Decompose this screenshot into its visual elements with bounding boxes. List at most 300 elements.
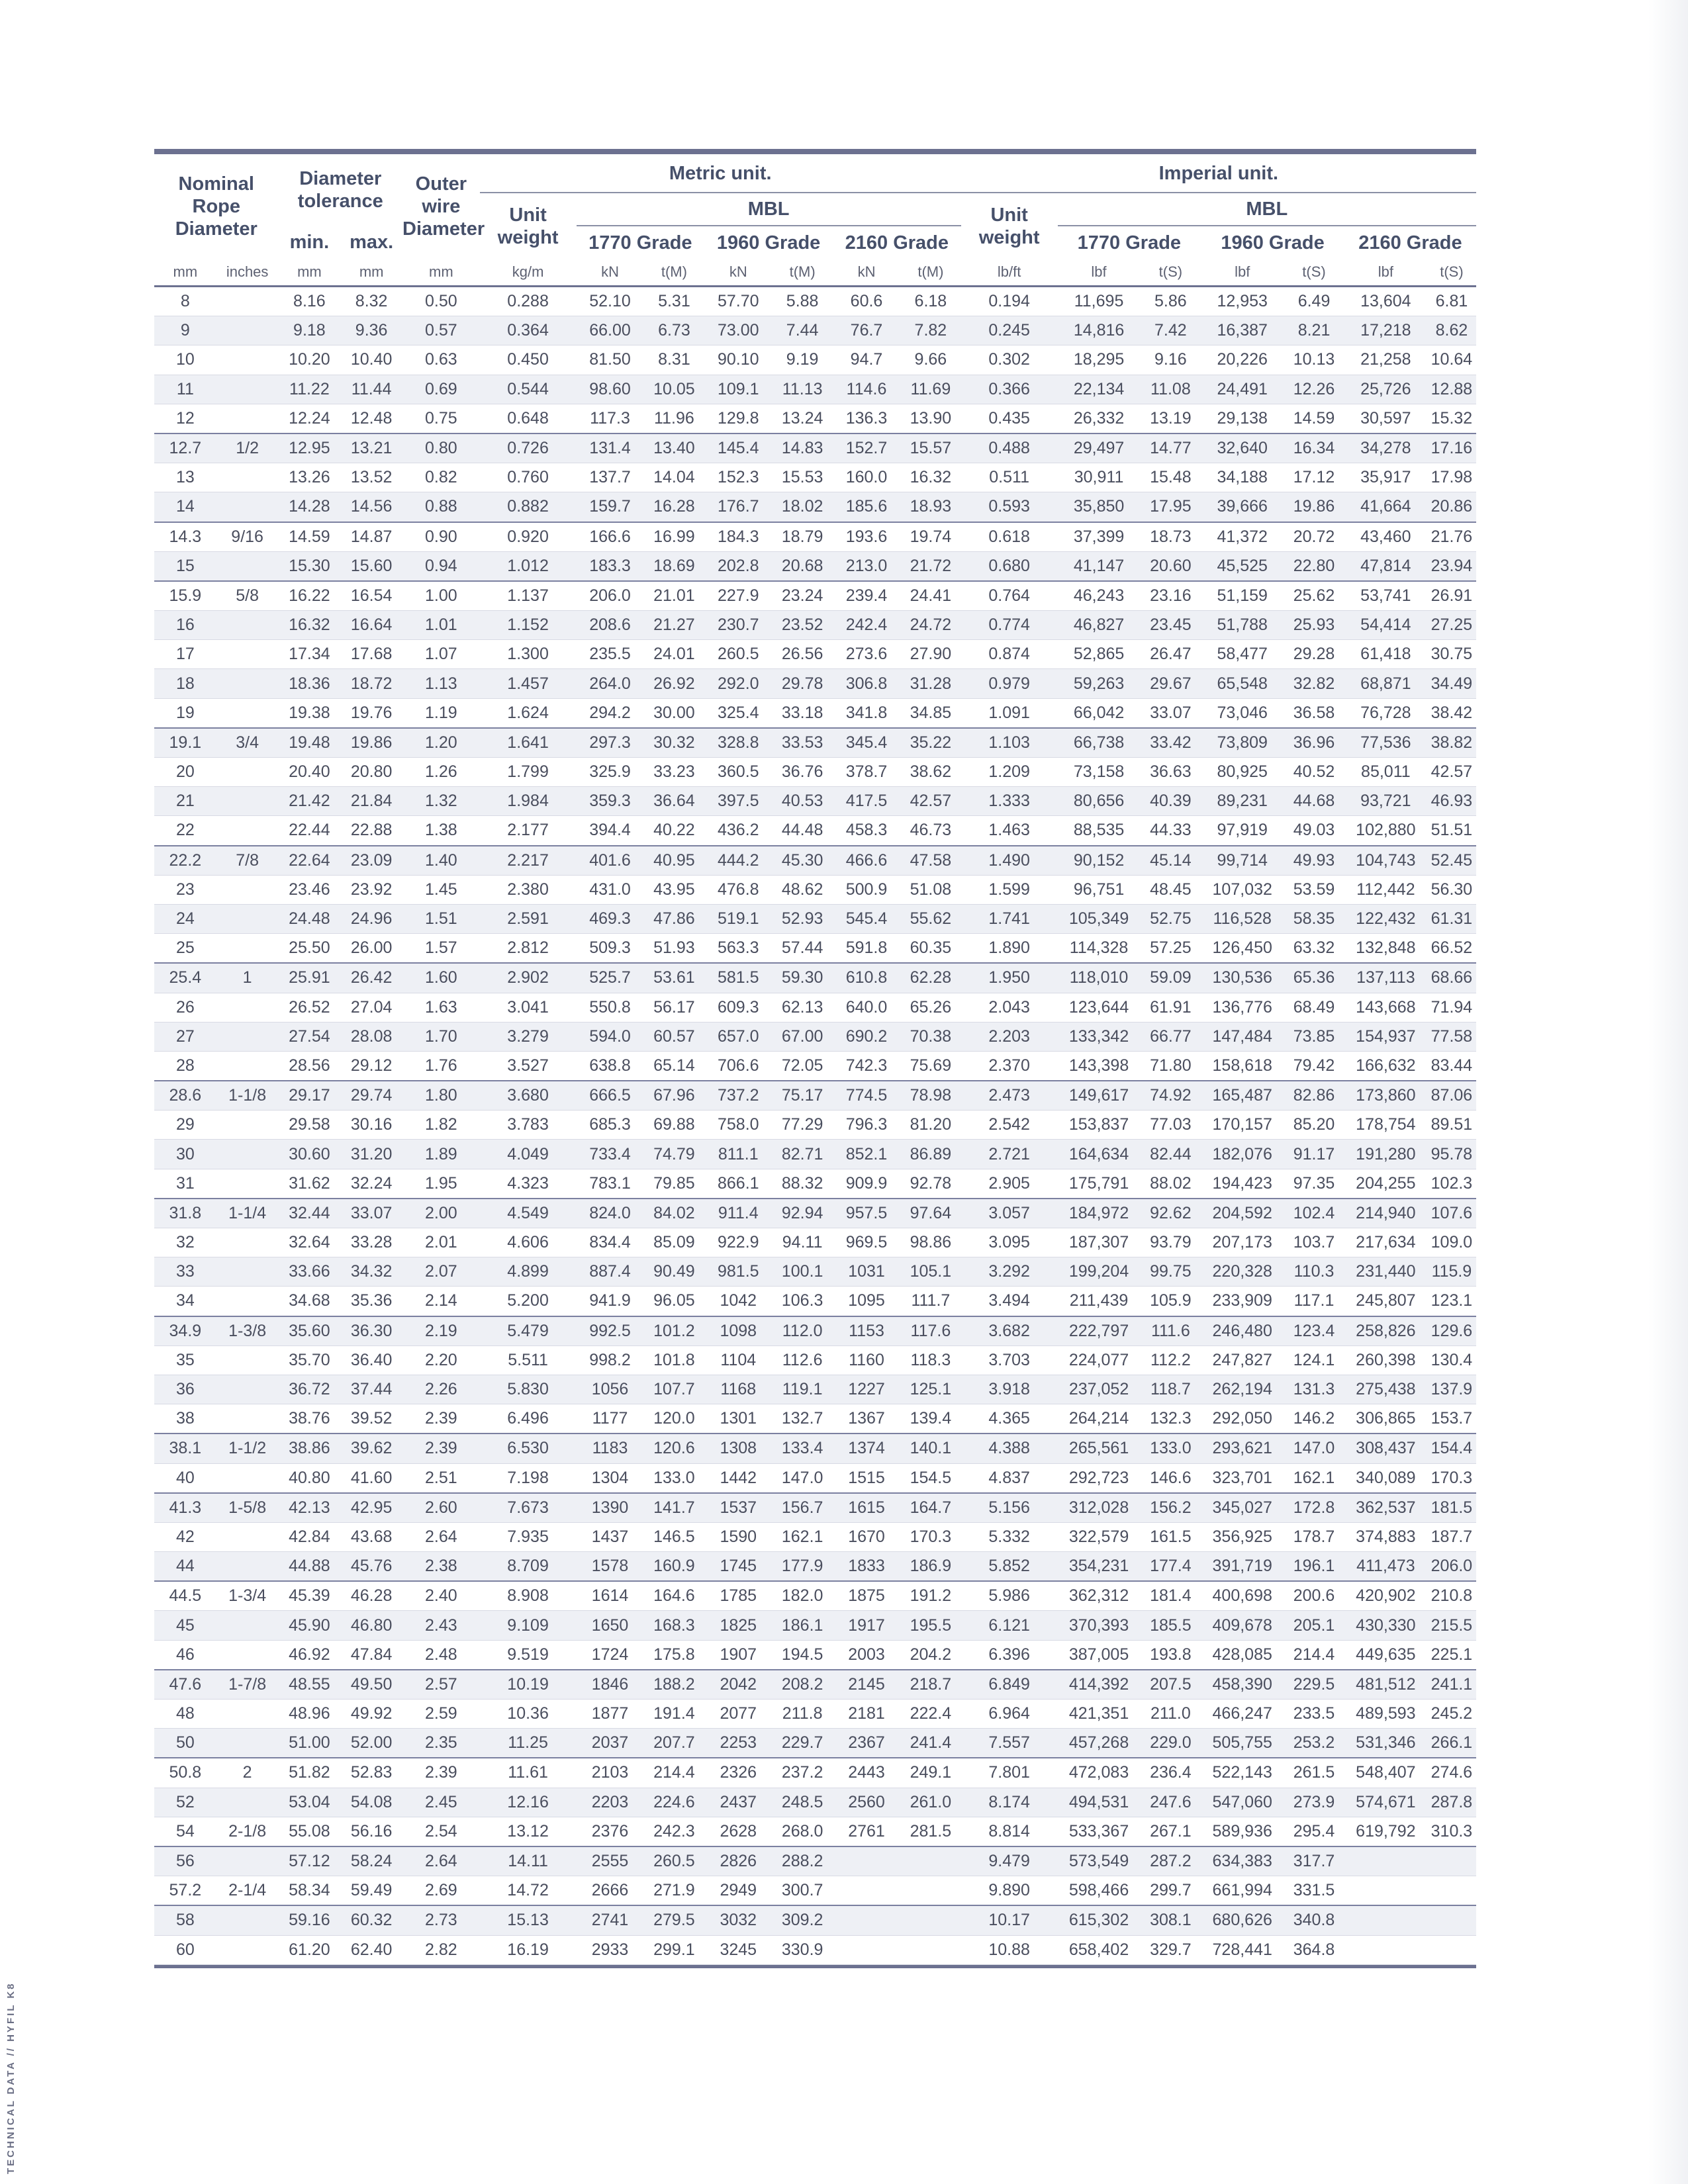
side-caption: TECHNICAL DATA // HYFIL K8 [5,1981,17,2174]
table-cell: 2.64 [402,1522,480,1551]
table-cell: 340,089 [1344,1463,1427,1493]
table-cell: 248.5 [772,1788,833,1817]
table-cell: 2077 [704,1700,772,1729]
table-cell: 89.51 [1427,1111,1476,1140]
table-cell: 131.4 [577,433,644,463]
table-cell: 23.24 [772,581,833,611]
table-cell: 10.13 [1284,345,1344,375]
table-cell: 133,342 [1058,1022,1141,1051]
table-cell: 8.174 [961,1788,1058,1817]
table-cell: 2628 [704,1817,772,1846]
table-cell: 48.45 [1141,875,1201,904]
table-cell: 170,157 [1201,1111,1284,1140]
table-cell: 125.1 [900,1375,961,1404]
table-cell: 0.618 [961,522,1058,552]
table-cell: 2.217 [480,846,577,876]
table-cell: 17,218 [1344,316,1427,345]
unit-label: t(M) [644,259,705,287]
table-cell [216,1788,279,1817]
table-cell: 14.3 [154,522,216,552]
table-cell: 2-1/8 [216,1817,279,1846]
table-cell: 19.74 [900,522,961,552]
table-cell: 81.20 [900,1111,961,1140]
table-cell: 1.89 [402,1140,480,1169]
table-cell: 90.10 [704,345,772,375]
table-cell: 6.496 [480,1404,577,1434]
table-cell: 120.0 [644,1404,705,1434]
table-cell: 191.4 [644,1700,705,1729]
table-cell: 0.648 [480,404,577,433]
table-cell: 132.3 [1141,1404,1201,1434]
table-cell: 17.95 [1141,492,1201,522]
table-cell: 2.14 [402,1287,480,1316]
table-cell: 7.198 [480,1463,577,1493]
table-cell: 193.8 [1141,1640,1201,1670]
table-cell [216,698,279,728]
unit-label: lbf [1201,259,1284,287]
table-cell: 65,548 [1201,669,1284,698]
table-cell: 30.32 [644,728,705,758]
table-cell: 533,367 [1058,1817,1141,1846]
table-cell: 46 [154,1640,216,1670]
table-cell: 15.60 [340,551,402,581]
table-cell: 20 [154,758,216,787]
table-cell: 165,487 [1201,1081,1284,1111]
table-row [154,875,1476,904]
table-cell: 31.28 [900,669,961,698]
table-cell: 87.06 [1427,1081,1476,1111]
table-cell: 29.58 [279,1111,341,1140]
table-cell: 70.38 [900,1022,961,1051]
table-cell: 309.2 [772,1905,833,1935]
units-row [154,259,1476,287]
table-cell: 922.9 [704,1228,772,1257]
table-cell: 1098 [704,1316,772,1346]
table-cell: 85,011 [1344,758,1427,787]
table-cell: 1833 [833,1552,900,1582]
table-cell: 9.890 [961,1876,1058,1906]
table-cell [216,316,279,345]
header-metric-mbl: MBL [577,193,961,226]
table-cell: 206.0 [577,581,644,611]
table-cell: 3.918 [961,1375,1058,1404]
table-cell: 24.48 [279,904,341,933]
table-cell: 30,597 [1344,404,1427,433]
table-row [154,1287,1476,1316]
table-cell: 1160 [833,1345,900,1375]
header-nominal-diameter: Nominal Rope Diameter [175,173,258,240]
table-cell: 143,668 [1344,993,1427,1022]
table-cell: 40 [154,1463,216,1493]
table-cell: 6.73 [644,316,705,345]
table-cell: 2.905 [961,1169,1058,1199]
table-cell: 14.28 [279,492,341,522]
table-cell: 38.1 [154,1433,216,1463]
table-cell: 420,902 [1344,1581,1427,1611]
table-cell: 97.64 [900,1199,961,1228]
table-cell: 67.00 [772,1022,833,1051]
table-cell: 40.22 [644,816,705,846]
table-cell: 75.69 [900,1051,961,1081]
table-cell: 2.203 [961,1022,1058,1051]
table-cell: 74.79 [644,1140,705,1169]
table-cell: 247,827 [1201,1345,1284,1375]
table-cell: 391,719 [1201,1552,1284,1582]
table-cell: 1.012 [480,551,577,581]
table-cell: 1-1/2 [216,1433,279,1463]
table-cell: 2.902 [480,963,577,993]
table-cell: 409,678 [1201,1611,1284,1640]
unit-label: kN [577,259,644,287]
table-cell: 51.82 [279,1758,341,1788]
table-cell: 1-1/8 [216,1081,279,1111]
table-cell: 274.6 [1427,1758,1476,1788]
table-cell [216,1640,279,1670]
table-cell: 207.5 [1141,1670,1201,1700]
table-cell: 1515 [833,1463,900,1493]
table-cell: 3.292 [961,1257,1058,1287]
table-cell: 20.68 [772,551,833,581]
table-cell: 18.73 [1141,522,1201,552]
table-row [154,1404,1476,1434]
table-cell [216,1729,279,1758]
table-cell: 50 [154,1729,216,1758]
table-cell [1427,1905,1476,1935]
table-cell: 38.76 [279,1404,341,1434]
table-cell: 22.80 [1284,551,1344,581]
table-cell: 436.2 [704,816,772,846]
table-cell: 356,925 [1201,1522,1284,1551]
table-row [154,1022,1476,1051]
table-cell: 2.07 [402,1257,480,1287]
table-cell: 63.32 [1284,934,1344,964]
table-cell: 206.0 [1427,1552,1476,1582]
table-cell: 166.6 [577,522,644,552]
table-cell: 29 [154,1111,216,1140]
table-cell [216,1228,279,1257]
table-cell: 1.60 [402,963,480,993]
table-cell [216,551,279,581]
table-cell: 22.88 [340,816,402,846]
table-cell: 19.38 [279,698,341,728]
table-cell: 164,634 [1058,1140,1141,1169]
table-cell: 0.764 [961,581,1058,611]
table-cell: 8.908 [480,1581,577,1611]
table-cell: 230.7 [704,611,772,640]
table-cell: 364.8 [1284,1935,1344,1964]
table-cell: 0.774 [961,611,1058,640]
table-cell: 46.93 [1427,787,1476,816]
table-cell: 73.00 [704,316,772,345]
table-cell: 48.96 [279,1700,341,1729]
table-cell: 26.92 [644,669,705,698]
table-cell: 268.0 [772,1817,833,1846]
table-cell: 222.4 [900,1700,961,1729]
table-cell: 186.1 [772,1611,833,1640]
table-cell: 21.76 [1427,522,1476,552]
table-cell: 0.488 [961,433,1058,463]
table-cell: 1877 [577,1700,644,1729]
table-cell: 71.80 [1141,1051,1201,1081]
table-cell: 2.57 [402,1670,480,1700]
table-cell: 1/2 [216,433,279,463]
table-cell: 610.8 [833,963,900,993]
table-cell: 42.84 [279,1522,341,1551]
table-cell: 36.30 [340,1316,402,1346]
table-cell: 17.98 [1427,463,1476,492]
table-cell: 1.38 [402,816,480,846]
table-cell: 4.388 [961,1433,1058,1463]
table-cell [216,1700,279,1729]
table-cell: 18.72 [340,669,402,698]
table-cell: 15.53 [772,463,833,492]
table-row [154,522,1476,552]
table-cell: 35,850 [1058,492,1141,522]
table-cell: 38.82 [1427,728,1476,758]
table-cell: 32,640 [1201,433,1284,463]
table-cell: 466.6 [833,846,900,876]
table-cell: 214.4 [644,1758,705,1788]
table-cell: 109.0 [1427,1228,1476,1257]
table-cell: 306.8 [833,669,900,698]
table-cell: 46.28 [340,1581,402,1611]
table-cell: 525.7 [577,963,644,993]
table-cell: 52 [154,1788,216,1817]
table-cell: 185.5 [1141,1611,1201,1640]
table-cell: 609.3 [704,993,772,1022]
table-cell: 137.9 [1427,1375,1476,1404]
table-cell: 181.5 [1427,1493,1476,1523]
table-cell: 10.36 [480,1700,577,1729]
table-cell: 12.26 [1284,375,1344,404]
table-cell: 354,231 [1058,1552,1141,1582]
table-cell: 8.31 [644,345,705,375]
table-cell: 146.6 [1141,1463,1201,1493]
table-cell: 1.40 [402,846,480,876]
table-cell: 241.4 [900,1729,961,1758]
table-cell: 160.0 [833,463,900,492]
table-cell: 20.72 [1284,522,1344,552]
table-cell: 26.47 [1141,640,1201,669]
table-cell: 193.6 [833,522,900,552]
table-cell: 13,604 [1344,287,1427,316]
table-cell: 834.4 [577,1228,644,1257]
table-cell: 153.7 [1427,1404,1476,1434]
table-cell: 57.12 [279,1846,341,1876]
table-cell: 30.00 [644,698,705,728]
table-cell: 2443 [833,1758,900,1788]
table-cell: 156.2 [1141,1493,1201,1523]
table-cell: 28.56 [279,1051,341,1081]
table-cell: 6.530 [480,1433,577,1463]
table-cell [216,640,279,669]
table-cell: 122,432 [1344,904,1427,933]
table-cell: 1153 [833,1316,900,1346]
table-cell: 1.599 [961,875,1058,904]
table-cell [1344,1876,1427,1906]
table-cell: 1.209 [961,758,1058,787]
table-cell: 1-5/8 [216,1493,279,1523]
table-cell: 359.3 [577,787,644,816]
table-cell: 1.13 [402,669,480,698]
table-cell: 5.332 [961,1522,1058,1551]
table-cell: 49.50 [340,1670,402,1700]
table-cell: 23.09 [340,846,402,876]
table-cell: 457,268 [1058,1729,1141,1758]
table-cell: 331.5 [1284,1876,1344,1906]
table-cell: 101.2 [644,1316,705,1346]
table-cell: 2741 [577,1905,644,1935]
table-cell: 3.703 [961,1345,1058,1375]
table-cell: 273.9 [1284,1788,1344,1817]
table-cell: 208.2 [772,1670,833,1700]
table-cell [833,1935,900,1964]
table-cell: 42.57 [1427,758,1476,787]
table-cell: 9.109 [480,1611,577,1640]
table-row [154,1140,1476,1169]
table-cell: 322,579 [1058,1522,1141,1551]
table-cell: 0.593 [961,492,1058,522]
table-cell [216,1287,279,1316]
table-cell: 360.5 [704,758,772,787]
table-cell: 1390 [577,1493,644,1523]
table-cell: 15.9 [154,581,216,611]
table-cell: 24,491 [1201,375,1284,404]
table-row [154,1522,1476,1551]
table-cell: 1304 [577,1463,644,1493]
table-cell: 57.70 [704,287,772,316]
table-cell: 227.9 [704,581,772,611]
table-row [154,551,1476,581]
table-cell [1427,1846,1476,1876]
table-cell: 287.8 [1427,1788,1476,1817]
table-cell [900,1846,961,1876]
table-cell: 13.90 [900,404,961,433]
table-cell: 40.52 [1284,758,1344,787]
table-cell: 548,407 [1344,1758,1427,1788]
table-cell: 58.35 [1284,904,1344,933]
table-cell: 1578 [577,1552,644,1582]
table-cell: 16.22 [279,581,341,611]
table-cell: 1095 [833,1287,900,1316]
table-cell: 107.6 [1427,1199,1476,1228]
table-cell: 220,328 [1201,1257,1284,1287]
table-row [154,1345,1476,1375]
table-cell: 1.984 [480,787,577,816]
table-header [154,154,1476,287]
table-cell [216,1404,279,1434]
table-cell: 52.93 [772,904,833,933]
table-cell: 774.5 [833,1081,900,1111]
table-cell: 12.88 [1427,375,1476,404]
table-cell: 6.49 [1284,287,1344,316]
table-cell: 56.17 [644,993,705,1022]
table-cell: 378.7 [833,758,900,787]
table-row [154,1846,1476,1876]
table-cell: 191.2 [900,1581,961,1611]
table-row [154,1169,1476,1199]
table-cell: 11.44 [340,375,402,404]
table-cell: 1745 [704,1552,772,1582]
table-cell: 82.71 [772,1140,833,1169]
table-cell: 8.709 [480,1552,577,1582]
table-cell: 545.4 [833,904,900,933]
table-cell: 308,437 [1344,1433,1427,1463]
table-cell: 47.84 [340,1640,402,1670]
table-cell: 417.5 [833,787,900,816]
table-cell: 176.7 [704,492,772,522]
table-cell: 1650 [577,1611,644,1640]
unit-label: mm [154,259,216,287]
table-cell: 196.1 [1284,1552,1344,1582]
table-cell: 1227 [833,1375,900,1404]
table-cell: 2761 [833,1817,900,1846]
table-cell: 207,173 [1201,1228,1284,1257]
table-cell: 214.4 [1284,1640,1344,1670]
table-cell: 3032 [704,1905,772,1935]
table-cell: 288.2 [772,1846,833,1876]
table-cell: 52.00 [340,1729,402,1758]
table-cell: 0.50 [402,287,480,316]
table-cell: 1.82 [402,1111,480,1140]
table-cell: 15 [154,551,216,581]
table-cell: 14 [154,492,216,522]
table-cell: 177.9 [772,1552,833,1582]
rope-spec-table-wrapper [154,149,1476,1968]
table-cell: 2.43 [402,1611,480,1640]
table-cell: 47.6 [154,1670,216,1700]
table-cell: 77.29 [772,1111,833,1140]
table-cell: 0.366 [961,375,1058,404]
table-cell: 4.365 [961,1404,1058,1434]
table-cell: 222,797 [1058,1316,1141,1346]
table-cell: 46,243 [1058,581,1141,611]
table-cell: 249.1 [900,1758,961,1788]
table-cell: 184,972 [1058,1199,1141,1228]
table-cell [900,1935,961,1964]
table-cell: 182,076 [1201,1140,1284,1169]
table-cell: 0.544 [480,375,577,404]
table-cell: 12,953 [1201,287,1284,316]
table-cell: 23.46 [279,875,341,904]
unit-label: kN [704,259,772,287]
table-cell: 260.5 [704,640,772,669]
table-cell: 90,152 [1058,846,1141,876]
table-cell: 184.3 [704,522,772,552]
table-cell: 2.54 [402,1817,480,1846]
unit-label: mm [279,259,341,287]
table-cell: 783.1 [577,1169,644,1199]
table-cell: 2560 [833,1788,900,1817]
table-cell: 92.94 [772,1199,833,1228]
table-cell: 909.9 [833,1169,900,1199]
table-cell: 29.74 [340,1081,402,1111]
table-cell: 25.91 [279,963,341,993]
table-cell: 38.62 [900,758,961,787]
table-cell: 1.950 [961,963,1058,993]
table-cell: 17.12 [1284,463,1344,492]
table-cell: 329.7 [1141,1935,1201,1964]
table-cell: 76.7 [833,316,900,345]
table-cell: 658,402 [1058,1935,1141,1964]
table-cell [900,1876,961,1906]
table-cell: 37,399 [1058,522,1141,552]
unit-label: t(M) [900,259,961,287]
table-body [154,287,1476,1965]
table-cell: 33.28 [340,1228,402,1257]
table-cell: 266.1 [1427,1729,1476,1758]
table-cell: 50.8 [154,1758,216,1788]
